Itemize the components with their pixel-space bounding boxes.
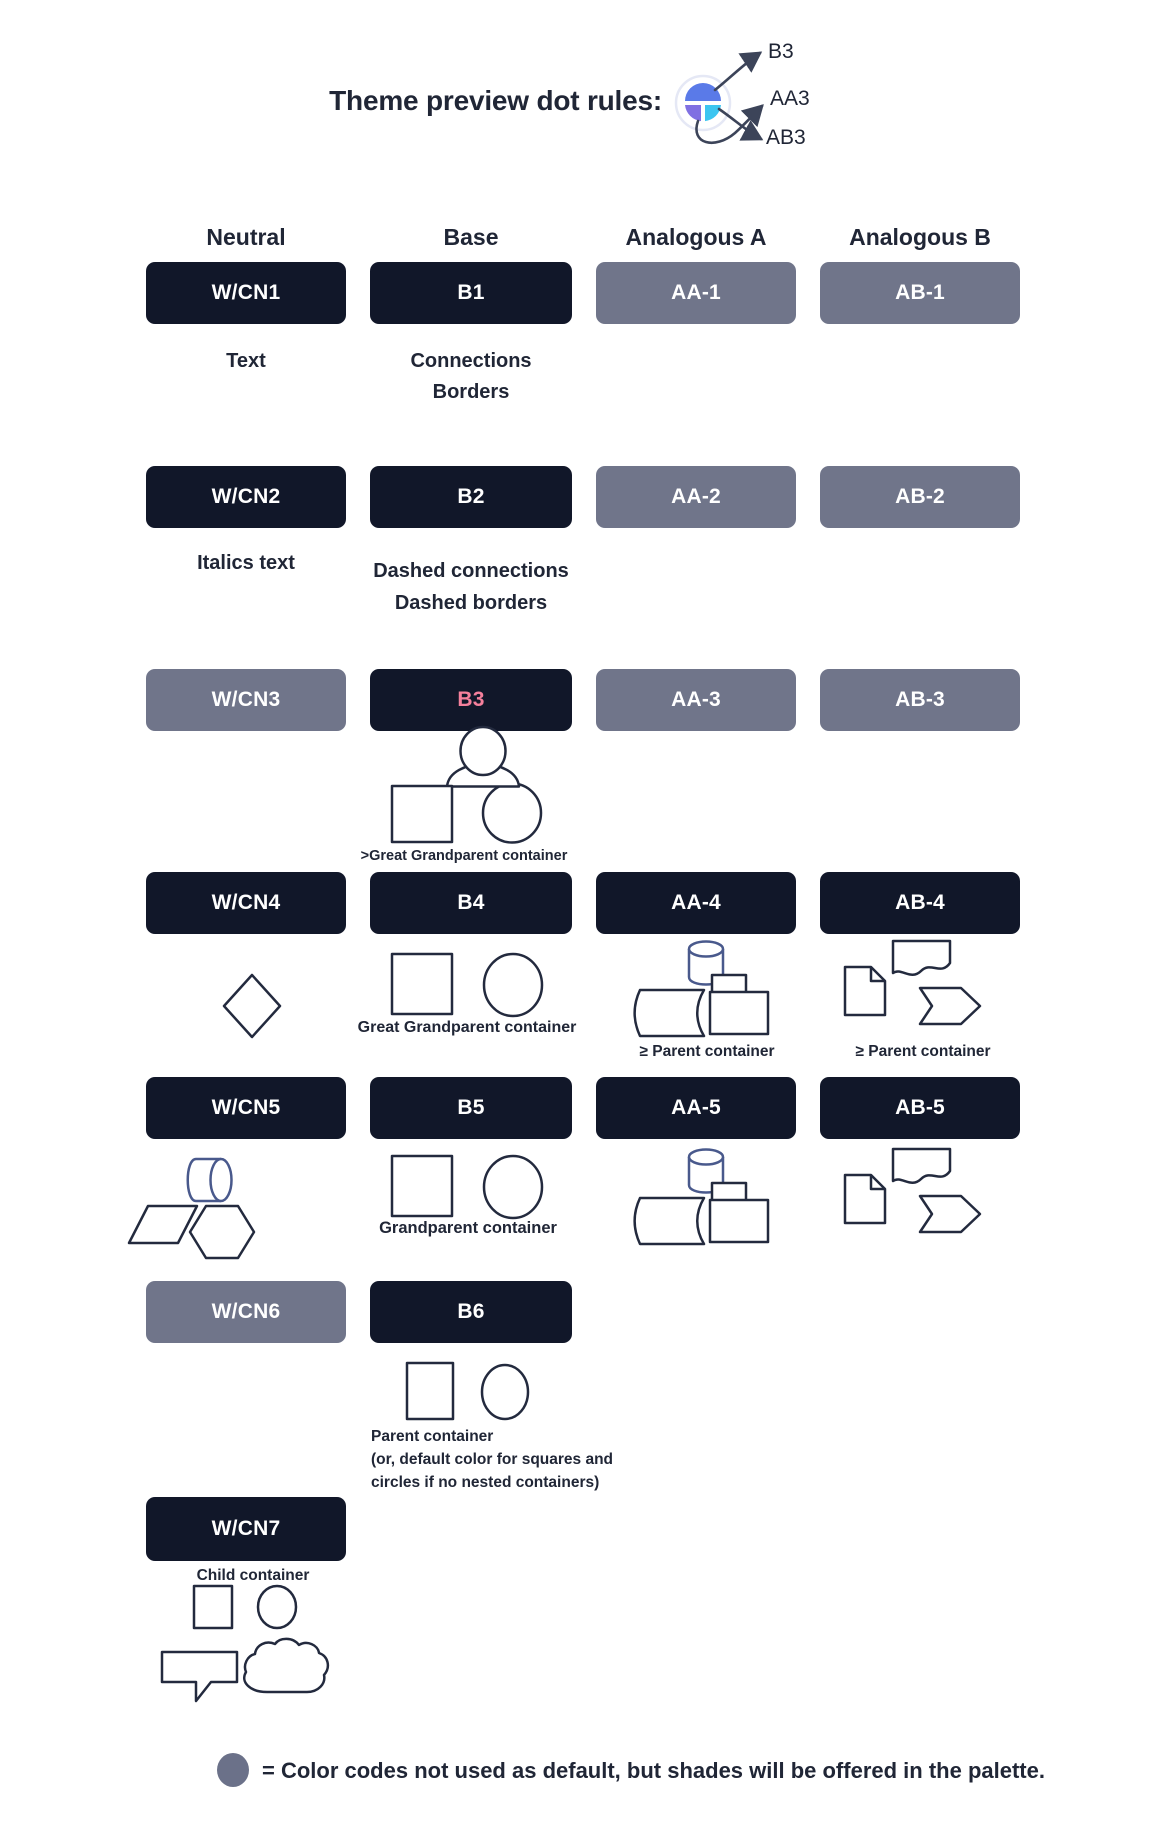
square-shape xyxy=(392,786,452,842)
cylinder-body xyxy=(689,1157,723,1193)
preview-dot-base-slice xyxy=(685,83,721,101)
chevron-shape xyxy=(920,988,980,1024)
column-header-analogous-b: Analogous B xyxy=(849,224,991,250)
pill-label: AB-2 xyxy=(895,485,945,508)
preview-dot-analogous-a-slice xyxy=(705,105,721,121)
circle-shape xyxy=(483,784,541,843)
pill-b4 xyxy=(370,872,572,934)
caption-base-row2: Dashed connections Dashed borders xyxy=(373,560,569,614)
label-b5-shapes: Grandparent container xyxy=(379,1219,557,1237)
pill-wcn6 xyxy=(146,1281,346,1343)
b4-shape-group xyxy=(392,954,542,1016)
pill-ab4 xyxy=(820,872,1020,934)
diamond-shape xyxy=(224,975,280,1037)
pill-label: AB-5 xyxy=(895,1096,945,1119)
label-aa4-shapes: ≥ Parent container xyxy=(639,1043,775,1060)
column-header-analogous-a: Analogous A xyxy=(625,224,767,250)
square-shape xyxy=(392,1156,452,1216)
aa5-shape-group xyxy=(635,1150,768,1245)
pill-b2 xyxy=(370,466,572,528)
dot-rule-label-aa3: AA3 xyxy=(770,87,810,110)
square-shape xyxy=(194,1586,232,1628)
folder-tab xyxy=(712,975,746,993)
wavy-document-shape xyxy=(893,1149,950,1183)
pill-label: B2 xyxy=(457,485,485,508)
horizontal-cylinder-shape xyxy=(188,1159,232,1201)
pill-label: AB-4 xyxy=(895,891,945,914)
pill-wcn5 xyxy=(146,1077,346,1139)
hexagon-shape xyxy=(190,1206,254,1258)
pill-wcn3 xyxy=(146,669,346,731)
pill-label: AA-4 xyxy=(671,891,721,914)
pill-b1 xyxy=(370,262,572,324)
pill-label: W/CN5 xyxy=(211,1096,281,1119)
folder-body xyxy=(710,1200,768,1242)
label-b3-shapes: >Great Grandparent container xyxy=(360,848,568,864)
column-header-neutral: Neutral xyxy=(206,224,286,250)
pill-label: W/CN4 xyxy=(211,891,281,914)
pill-label: W/CN1 xyxy=(211,281,281,304)
preview-dot-diagram xyxy=(640,28,840,168)
pill-wcn4 xyxy=(146,872,346,934)
circle-shape xyxy=(258,1586,296,1628)
document-fold xyxy=(871,1175,885,1189)
pill-label: AB-1 xyxy=(895,281,945,304)
document-shape xyxy=(845,1175,885,1223)
pill-wcn7 xyxy=(146,1497,346,1561)
pill-label: B1 xyxy=(457,281,485,304)
caption-base-row1: Connections Borders xyxy=(410,350,532,403)
person-shoulders-shape xyxy=(447,764,519,786)
label-b4-shapes: Great Grandparent container xyxy=(357,1019,577,1036)
caption-neutral-row1: Text xyxy=(226,350,266,372)
cylinder-cap xyxy=(211,1159,232,1201)
preview-dot-analogous-b-slice xyxy=(685,105,701,121)
pill-label: B5 xyxy=(457,1096,485,1119)
cylinder-top xyxy=(689,942,723,957)
b6-shape-group xyxy=(407,1363,528,1419)
label-wcn7-shapes: Child container xyxy=(196,1567,310,1584)
label-b6-note: Parent container (or, default color for squares and circles if no nested containers) xyxy=(371,1428,614,1491)
wcn5-shape-group xyxy=(129,1159,254,1258)
pill-b6 xyxy=(370,1281,572,1343)
pill-label: AA-2 xyxy=(671,485,721,508)
pill-ab2 xyxy=(820,466,1020,528)
pill-label: B3 xyxy=(457,688,485,711)
square-shape xyxy=(407,1363,453,1419)
arrow-to-b3 xyxy=(715,53,760,90)
chevron-shape xyxy=(920,1196,980,1232)
square-shape xyxy=(392,954,452,1014)
pill-aa1 xyxy=(596,262,796,324)
speech-bubble-shape xyxy=(162,1652,237,1701)
pill-label: W/CN2 xyxy=(211,485,281,508)
pill-aa4 xyxy=(596,872,796,934)
wcn7-shape-group xyxy=(162,1586,328,1701)
pill-label: AA-5 xyxy=(671,1096,721,1119)
dot-rule-label-ab3: AB3 xyxy=(766,126,806,149)
folder-shape xyxy=(710,1183,768,1242)
label-ab4-shapes: ≥ Parent container xyxy=(855,1043,991,1060)
folder-shape xyxy=(710,975,768,1034)
pill-label: W/CN7 xyxy=(211,1517,281,1540)
pill-label: W/CN3 xyxy=(211,688,281,711)
pill-label: AA-3 xyxy=(671,688,721,711)
pill-label: B6 xyxy=(457,1300,485,1323)
column-header-base: Base xyxy=(443,224,499,250)
pill-aa3 xyxy=(596,669,796,731)
cylinder-body xyxy=(188,1159,221,1201)
parallelogram-shape xyxy=(129,1206,197,1243)
circle-shape xyxy=(484,954,542,1016)
ab5-shape-group xyxy=(845,1149,980,1232)
b5-shape-group xyxy=(392,1156,542,1218)
pill-aa5 xyxy=(596,1077,796,1139)
pill-ab5 xyxy=(820,1077,1020,1139)
pill-wcn2 xyxy=(146,466,346,528)
aa4-shape-group xyxy=(635,942,768,1037)
cylinder-shape xyxy=(689,1150,723,1193)
pill-label: B4 xyxy=(457,891,485,914)
stored-data-shape xyxy=(635,1198,704,1244)
circle-shape xyxy=(482,1365,528,1419)
document-fold xyxy=(871,967,885,981)
b3-shape-group xyxy=(392,727,541,843)
person-head-shape xyxy=(461,727,506,775)
stored-data-shape xyxy=(635,990,704,1036)
dot-rule-label-b3: B3 xyxy=(768,40,794,63)
pill-b3 xyxy=(370,669,572,731)
page-title: Theme preview dot rules: xyxy=(329,85,662,116)
cylinder-body xyxy=(689,949,723,985)
wavy-document-shape xyxy=(893,941,950,975)
ab4-shape-group xyxy=(845,941,980,1024)
pill-label: AA-1 xyxy=(671,281,721,304)
circle-shape xyxy=(484,1156,542,1218)
cylinder-shape xyxy=(689,942,723,985)
pill-ab1 xyxy=(820,262,1020,324)
pill-label: AB-3 xyxy=(895,688,945,711)
caption-neutral-row2: Italics text xyxy=(197,552,295,574)
document-shape xyxy=(845,967,885,1015)
pill-label: W/CN6 xyxy=(211,1300,281,1323)
pill-aa2 xyxy=(596,466,796,528)
folder-tab xyxy=(712,1183,746,1201)
pill-ab3 xyxy=(820,669,1020,731)
legend-dot xyxy=(217,1753,249,1787)
legend-text: = Color codes not used as default, but shades will be offered in the palette. xyxy=(262,1758,1045,1783)
pill-wcn1 xyxy=(146,262,346,324)
cylinder-top xyxy=(689,1150,723,1165)
folder-body xyxy=(710,992,768,1034)
pill-b5 xyxy=(370,1077,572,1139)
cloud-shape xyxy=(244,1639,328,1692)
